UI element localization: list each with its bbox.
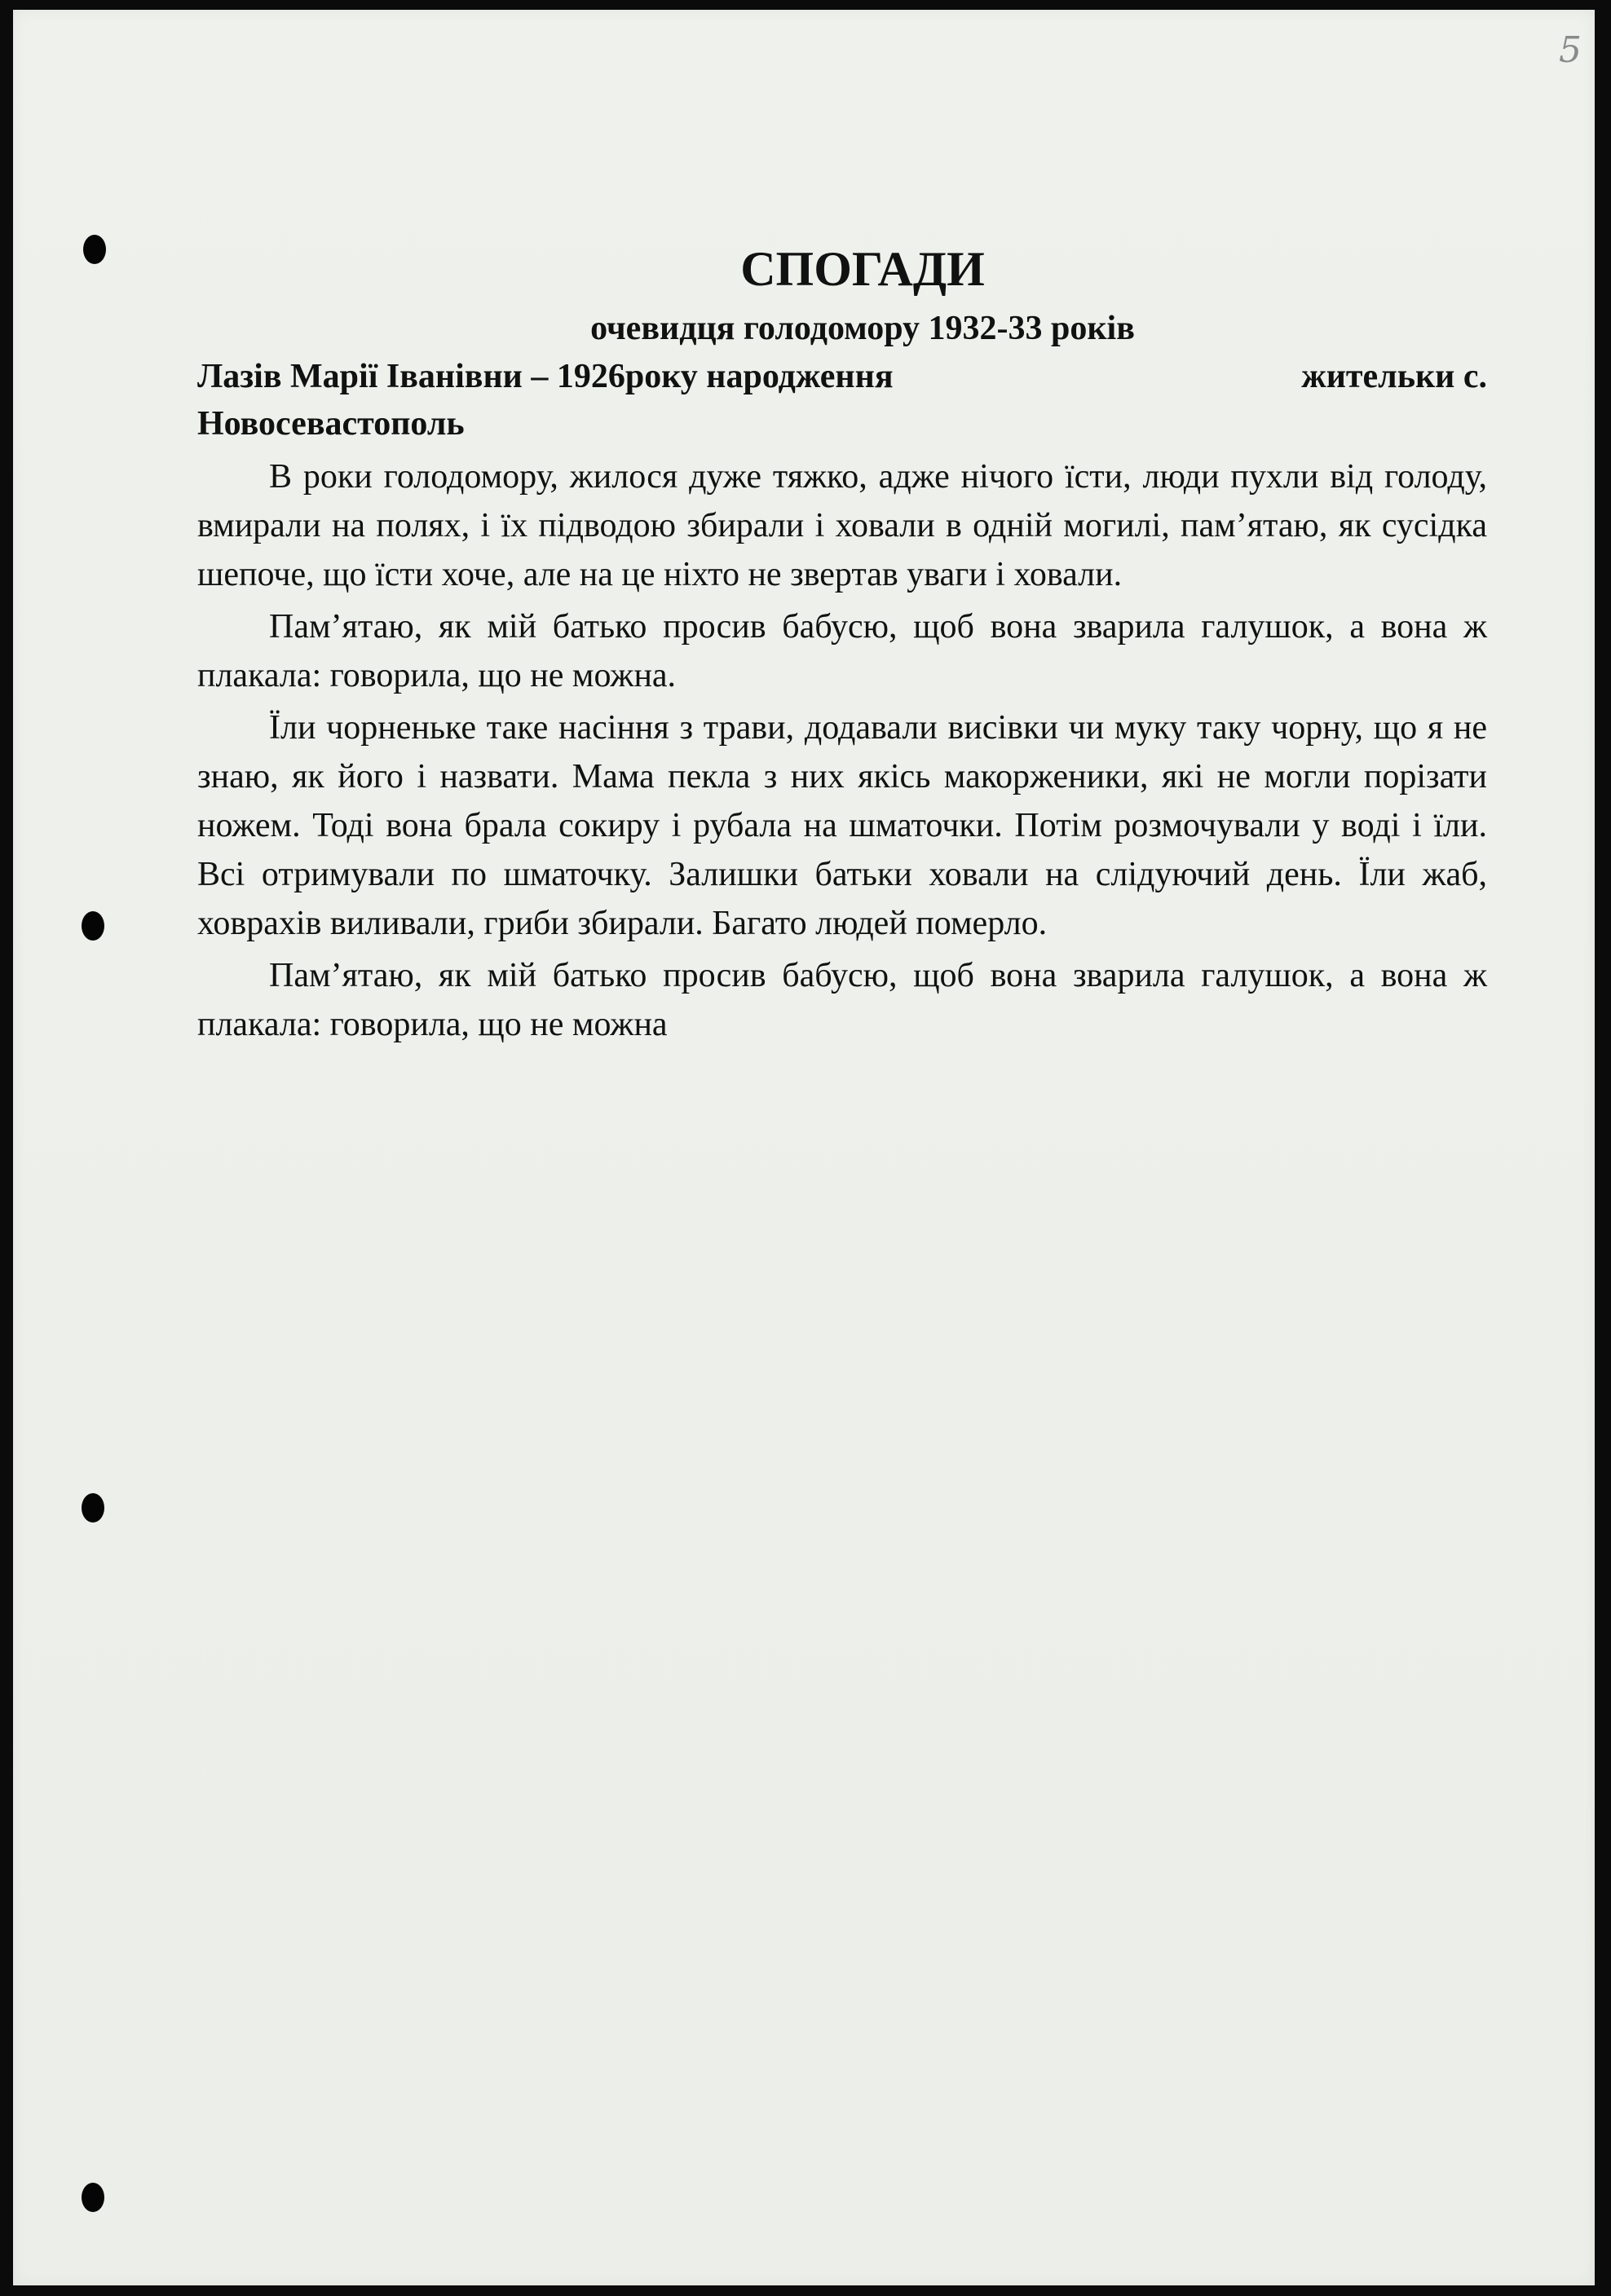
author-residence: жительки с.	[1301, 357, 1487, 395]
document-subtitle: очевидця голодомору 1932-33 років	[590, 310, 1135, 347]
page-number: 5	[1559, 29, 1582, 71]
punch-hole	[82, 1493, 104, 1523]
paragraph: В роки голодомору, жилося дуже тяжко, адже нічого їсти, люди пухли від голоду, вмирали на полях, і їх підводою збирали і ховали в одній могилі, пам’ятаю, як сусідка шепоче, що їсти хоче, але на це ніхто не звертав уваги і ховали.	[197, 457, 1487, 593]
paragraph: Їли чорненьке таке насіння з трави, додавали висівки чи муку таку чорну, що я не знаю, як його і назвати. Мама пекла з них якісь макорженики, які не могли порізати ножем. Тоді вона брала сокиру і рубала на шматочки. Потім розмочували у воді і їли. Всі отримували по шматочку. Залишки батьки ховали на слідуючий день. Їли жаб, ховрахів виливали, гриби збирали. Багато людей померло.	[197, 708, 1487, 942]
punch-hole	[82, 2183, 104, 2212]
paragraph: Пам’ятаю, як мій батько просив бабусю, щоб вона зварила галушок, а вона ж плакала: говорила, що не можна	[197, 956, 1487, 1043]
document-title: СПОГАДИ	[740, 242, 985, 296]
author-name: Лазів Марії Іванівни – 1926року народження	[197, 357, 894, 395]
punch-hole	[82, 911, 104, 941]
document-body	[197, 242, 1487, 1052]
paragraph: Пам’ятаю, як мій батько просив бабусю, щоб вона зварила галушок, а вона ж плакала: говорила, що не можна.	[197, 607, 1487, 694]
author-village: Новосевастополь	[197, 404, 465, 443]
punch-hole	[83, 235, 106, 264]
author-line	[197, 353, 1487, 400]
